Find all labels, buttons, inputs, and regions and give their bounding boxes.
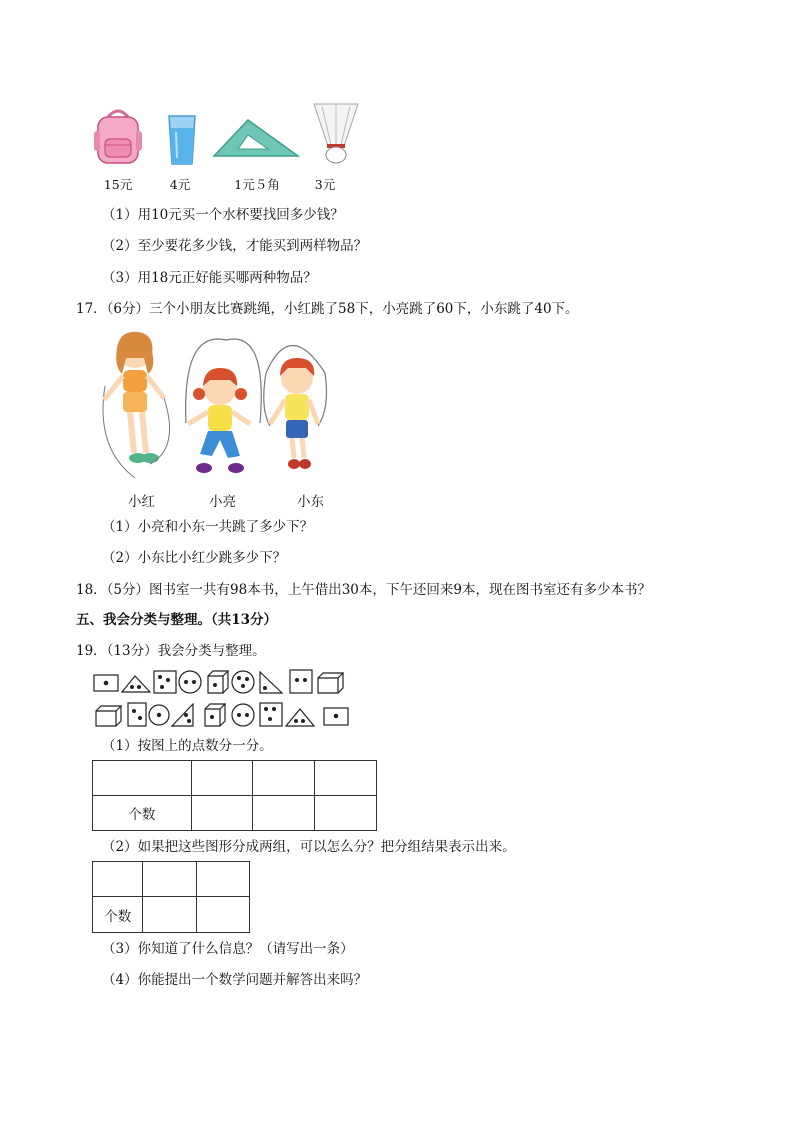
q16-sub1: （1）用10元买一个水杯要找回多少钱？ xyxy=(102,207,344,223)
table-cell[interactable] xyxy=(196,862,249,897)
right-triangle-one-dot-icon xyxy=(260,672,282,693)
q19-sub2: （2）如果把这些图形分成两组，可以怎么分？把分组结果表示出来。 xyxy=(102,839,516,855)
price-cup: 4元 xyxy=(169,177,191,192)
triangle-two-dots-icon xyxy=(122,676,150,692)
cup-icon xyxy=(167,114,197,166)
triangle-two-dots-icon xyxy=(286,709,314,726)
circle-one-dot-icon xyxy=(149,705,169,725)
price-set-square: 1元５角 xyxy=(234,177,280,192)
q19-text: 19．（13分）我会分类与整理。 xyxy=(76,643,266,659)
rectangle-one-dot-icon xyxy=(324,708,348,725)
table-cell[interactable] xyxy=(93,761,192,796)
table-cell[interactable] xyxy=(143,897,196,933)
q19-sub3: （3）你知道了什么信息？（请写出一条） xyxy=(102,941,354,957)
kids-jump-rope-picture xyxy=(90,328,340,508)
right-triangle-two-dots-icon xyxy=(172,704,193,726)
table-row-label: 个数 xyxy=(93,796,192,831)
rectangle-two-dots-icon xyxy=(290,670,312,693)
cube-one-dot-icon xyxy=(208,671,228,693)
cube-one-dot-icon xyxy=(205,704,225,726)
q16-sub3: （3）用18元正好能买哪两种物品？ xyxy=(102,270,317,286)
table-row-label: 个数 xyxy=(93,897,143,933)
q19-sub4: （4）你能提出一个数学问题并解答出来吗？ xyxy=(102,972,368,988)
kid-name-xiaodong: 小东 xyxy=(297,494,324,510)
table-cell[interactable] xyxy=(196,897,249,933)
circle-three-dots-icon xyxy=(232,671,254,693)
table-cell[interactable] xyxy=(253,761,315,796)
circle-two-dots-icon xyxy=(232,704,254,726)
rectangle-two-dots-icon xyxy=(128,703,146,726)
q17-text: 17．（6分）三个小朋友比赛跳绳，小红跳了58下，小亮跳了60下，小东跳了40下。 xyxy=(76,301,579,317)
table-cell[interactable] xyxy=(253,796,315,831)
shuttlecock-icon xyxy=(308,100,364,166)
table-cell[interactable] xyxy=(191,796,253,831)
section-title: 五、我会分类与整理。（共13分） xyxy=(76,612,278,628)
kid-name-xiaohong: 小红 xyxy=(128,494,155,510)
two-group-table xyxy=(92,861,250,933)
table-cell[interactable] xyxy=(143,862,196,897)
circle-two-dots-icon xyxy=(179,671,201,693)
table-cell[interactable] xyxy=(191,761,253,796)
rectangle-one-dot-icon xyxy=(94,675,118,691)
dot-count-table xyxy=(92,760,377,831)
price-backpack: 15元 xyxy=(103,177,133,192)
q16-sub2: （2）至少要花多少钱，才能买到两样物品？ xyxy=(102,238,368,254)
price-shuttlecock: 3元 xyxy=(314,177,336,192)
cuboid-plain-icon xyxy=(318,673,343,693)
q19-sub1: （1）按图上的点数分一分。 xyxy=(102,738,273,754)
backpack-icon xyxy=(92,105,144,167)
square-three-dots-icon xyxy=(260,703,282,726)
kid-name-xiaoliang: 小亮 xyxy=(209,494,236,510)
table-cell[interactable] xyxy=(93,862,143,897)
q18-text: 18．（5分）图书室一共有98本书，上午借出30本，下午还回来9本，现在图书室还有多少本书？ xyxy=(76,582,651,598)
q17-sub1: （1）小亮和小东一共跳了多少下？ xyxy=(102,519,314,535)
shapes-row-1 xyxy=(92,668,354,698)
set-square-icon xyxy=(212,118,300,158)
shapes-row-2 xyxy=(92,700,354,730)
table-cell[interactable] xyxy=(315,761,377,796)
square-three-dots-icon xyxy=(154,671,176,693)
cuboid-plain-icon xyxy=(96,706,121,726)
table-cell[interactable] xyxy=(315,796,377,831)
q17-sub2: （2）小东比小红少跳多少下？ xyxy=(102,550,287,566)
